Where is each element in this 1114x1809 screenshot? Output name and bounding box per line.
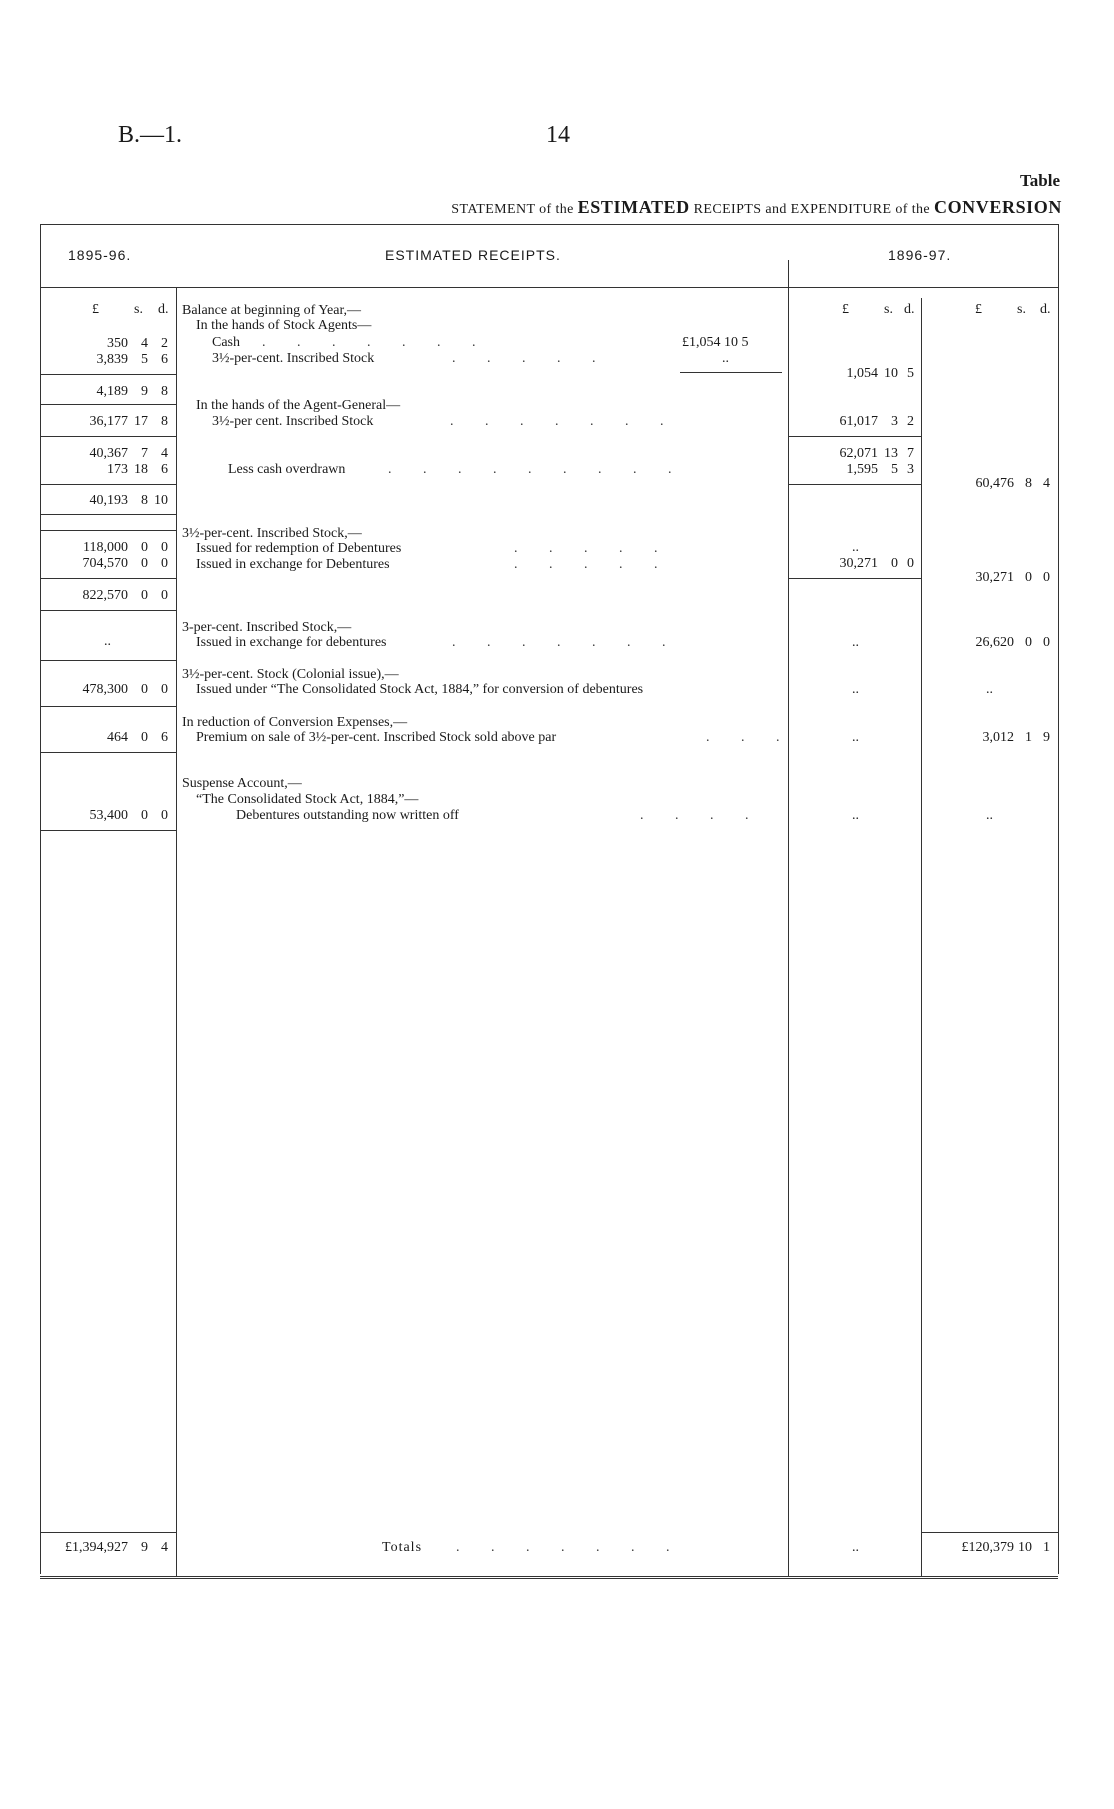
left-rule (40, 706, 176, 707)
amount-pence: 6 (161, 730, 168, 745)
mid-empty: .. (852, 730, 859, 745)
desc-three-pc-heading: 3-per-cent. Inscribed Stock,— (182, 620, 352, 635)
amount-pence: 0 (161, 556, 168, 571)
desc-suspense-act: “The Consolidated Stock Act, 1884,”— (196, 792, 419, 807)
total-pence: 4 (161, 1540, 168, 1555)
amount-pounds: 118,000 (83, 540, 128, 555)
left-rule (40, 660, 176, 661)
amount-pounds: 464 (107, 730, 128, 745)
amount-pence: 9 (1043, 730, 1050, 745)
amount-pounds: 350 (107, 336, 128, 351)
header-separator (40, 287, 1058, 288)
amount-pence: 0 (907, 556, 914, 571)
amount-pounds: 3,839 (96, 352, 128, 367)
amount-pounds: 30,271 (975, 570, 1014, 585)
amount-pence: 2 (161, 336, 168, 351)
amount-pence: 0 (161, 540, 168, 555)
statement-title (451, 197, 1062, 218)
amount-shillings: 0 (891, 556, 898, 571)
total-shillings: 10 (1018, 1540, 1032, 1555)
desc-inscribed-35-amount: .. (722, 351, 729, 366)
right-rule (921, 1532, 1058, 1533)
total-shillings: 9 (141, 1540, 148, 1555)
amount-shillings: 0 (1025, 570, 1032, 585)
desc-inscribed-heading: 3½-per-cent. Inscribed Stock,— (182, 526, 362, 541)
amount-pounds: 30,271 (839, 556, 878, 571)
table-label: Table (1019, 171, 1060, 190)
desc-colonial-issued: Issued under “The Consolidated Stock Act, 1884,” for conversion of debentures (196, 682, 644, 697)
dot-leader: . . . . . . . (450, 414, 678, 429)
amount-pounds: 36,177 (89, 414, 128, 429)
amount-pence: 0 (161, 682, 168, 697)
amount-pence: 0 (1043, 635, 1050, 650)
amount-shillings: 1 (1025, 730, 1032, 745)
amount-shillings: 7 (141, 446, 148, 461)
amount-shillings: 0 (141, 556, 148, 571)
amount-pounds: 61,017 (839, 414, 878, 429)
mid-empty: .. (852, 808, 859, 823)
desc-cash-amount: £1,054 10 5 (682, 335, 749, 350)
left-rule (40, 530, 176, 531)
desc-suspense-heading: Suspense Account,— (182, 776, 302, 791)
mid-rule (788, 436, 921, 437)
left-rule (40, 484, 176, 485)
amount-shillings: 4 (141, 336, 148, 351)
page-number: 14 (546, 122, 570, 148)
desc-premium: Premium on sale of 3½-per-cent. Inscribed Stock sold above par (196, 730, 557, 745)
amount-pounds: 62,071 (839, 446, 878, 461)
unit-d: d. (904, 302, 915, 317)
desc-colonial-heading: 3½-per-cent. Stock (Colonial issue),— (182, 667, 399, 682)
amount-pence: 8 (161, 384, 168, 399)
amount-pounds: 4,189 (96, 384, 128, 399)
amount-pounds: 3,012 (982, 730, 1014, 745)
right-empty: .. (986, 808, 993, 823)
amount-shillings: 9 (141, 384, 148, 399)
amount-pence: 2 (907, 414, 914, 429)
statement-part: CONVERSION (933, 197, 1062, 217)
desc-agent-general: In the hands of the Agent-General— (196, 398, 401, 413)
col-this-year: 1896-97. (888, 247, 952, 263)
amount-shillings: 8 (1025, 476, 1032, 491)
document-code: B.—1. (118, 122, 183, 148)
left-rule (40, 514, 176, 515)
amount-shillings: 3 (891, 414, 898, 429)
amount-shillings: 0 (141, 730, 148, 745)
left-rule (40, 374, 176, 375)
mid-empty: .. (852, 635, 859, 650)
amount-pence: 8 (161, 414, 168, 429)
mid-total: .. (852, 1540, 859, 1555)
amount-shillings: 0 (1025, 635, 1032, 650)
amount-pence: 7 (907, 446, 914, 461)
amount-shillings: 13 (884, 446, 898, 461)
desc-totals: Totals (382, 1540, 423, 1555)
amount-pence: 5 (907, 366, 914, 381)
unit-s: s. (1017, 302, 1026, 317)
mid-empty: .. (852, 540, 859, 555)
mid-rule (788, 484, 921, 485)
dot-leader: . . . . . . . (262, 335, 490, 350)
amount-pounds: 1,054 (846, 366, 878, 381)
left-rule (40, 610, 176, 611)
amount-shillings: 0 (141, 588, 148, 603)
dot-leader: . . . . . . . (452, 635, 680, 650)
desc-issued-exchange: Issued in exchange for Debentures (196, 557, 390, 572)
col-divider-2 (788, 260, 789, 1576)
amount-pounds: 60,476 (975, 476, 1014, 491)
left-rule (40, 1532, 176, 1533)
unit-d: d. (1040, 302, 1051, 317)
table-left-rule (40, 224, 41, 1574)
left-empty: .. (104, 634, 111, 649)
unit-s: s. (884, 302, 893, 317)
dot-leader: . . . . . (514, 557, 672, 572)
table-bottom-rule (40, 1576, 1058, 1579)
amount-pence: 3 (907, 462, 914, 477)
dot-leader: . . . . (640, 808, 763, 823)
col-divider-3 (921, 298, 922, 1576)
amount-pounds: 704,570 (82, 556, 128, 571)
amount-pounds: 822,570 (82, 588, 128, 603)
amount-shillings: 18 (134, 462, 148, 477)
statement-part: ESTIMATED (577, 197, 690, 217)
amount-pence: 4 (161, 446, 168, 461)
left-rule (40, 830, 176, 831)
unit-pound: £ (842, 302, 849, 317)
amount-pence: 6 (161, 352, 168, 367)
amount-pounds: 173 (107, 462, 128, 477)
desc-less-cash: Less cash overdrawn (228, 462, 346, 477)
dot-leader: . . . (706, 730, 794, 745)
subtotal-rule (680, 372, 782, 373)
desc-debentures-written-off: Debentures outstanding now written off (236, 808, 459, 823)
desc-balance: Balance at beginning of Year,— (182, 303, 362, 318)
amount-pence: 4 (1043, 476, 1050, 491)
total-pounds: £120,379 (961, 1540, 1014, 1555)
amount-shillings: 0 (141, 808, 148, 823)
table-right-rule (1058, 224, 1059, 1574)
mid-rule (788, 578, 921, 579)
desc-inscribed-35b: 3½-per cent. Inscribed Stock (212, 414, 374, 429)
statement-part: RECEIPTS and EXPENDITURE of the (693, 202, 931, 217)
left-rule (40, 578, 176, 579)
amount-shillings: 17 (134, 414, 148, 429)
total-pence: 1 (1043, 1540, 1050, 1555)
unit-pound: £ (92, 302, 99, 317)
amount-pence: 6 (161, 462, 168, 477)
desc-stock-agents: In the hands of Stock Agents— (196, 318, 372, 333)
col-description: ESTIMATED RECEIPTS. (385, 247, 561, 263)
amount-shillings: 5 (141, 352, 148, 367)
statement-part: STATEMENT of the (451, 202, 574, 217)
col-divider-1 (176, 287, 177, 1576)
amount-pence: 0 (1043, 570, 1050, 585)
amount-pounds: 53,400 (89, 808, 128, 823)
dot-leader: . . . . . . . (456, 1540, 684, 1555)
unit-d: d. (158, 302, 169, 317)
left-rule (40, 436, 176, 437)
amount-pounds: 1,595 (846, 462, 878, 477)
dot-leader: . . . . . (514, 541, 672, 556)
dot-leader: . . . . . (452, 351, 610, 366)
col-prev-year: 1895-96. (68, 247, 132, 263)
amount-pence: 0 (161, 808, 168, 823)
amount-shillings: 10 (884, 366, 898, 381)
table-top-rule (40, 224, 1058, 225)
amount-pounds: 40,367 (89, 446, 128, 461)
mid-empty: .. (852, 682, 859, 697)
total-pounds: £1,394,927 (65, 1540, 128, 1555)
amount-shillings: 0 (141, 682, 148, 697)
amount-pence: 10 (154, 493, 168, 508)
desc-three-pc-issued: Issued in exchange for debentures (196, 635, 387, 650)
amount-pounds: 40,193 (89, 493, 128, 508)
desc-issued-redemption: Issued for redemption of Debentures (196, 541, 402, 556)
desc-cash: Cash (212, 335, 240, 350)
right-empty: .. (986, 682, 993, 697)
dot-leader: . . . . . . . . . (388, 462, 686, 477)
desc-inscribed-35: 3½-per-cent. Inscribed Stock (212, 351, 375, 366)
desc-reduction-heading: In reduction of Conversion Expenses,— (182, 715, 408, 730)
left-rule (40, 404, 176, 405)
amount-pounds: 26,620 (975, 635, 1014, 650)
unit-s: s. (134, 302, 143, 317)
amount-shillings: 8 (141, 493, 148, 508)
amount-pounds: 478,300 (82, 682, 128, 697)
amount-shillings: 0 (141, 540, 148, 555)
amount-pence: 0 (161, 588, 168, 603)
amount-shillings: 5 (891, 462, 898, 477)
unit-pound: £ (975, 302, 982, 317)
left-rule (40, 752, 176, 753)
